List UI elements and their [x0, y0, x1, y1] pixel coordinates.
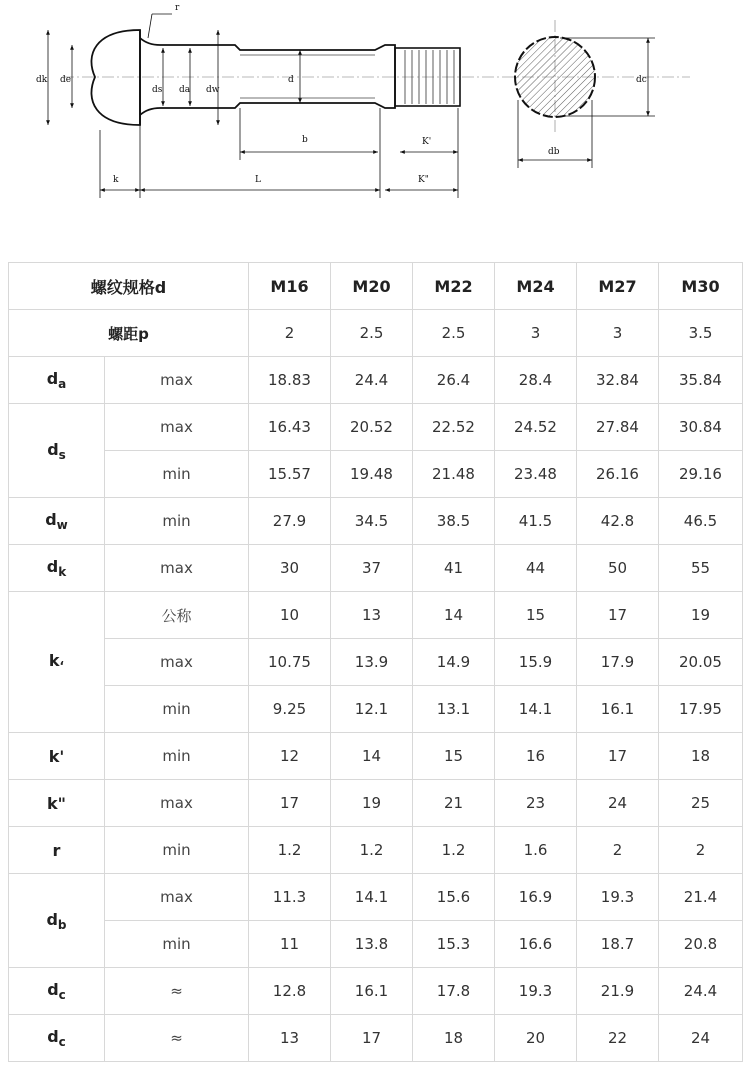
- table-row: [9, 592, 743, 639]
- qualifier: max: [105, 545, 249, 592]
- table-row: [9, 686, 743, 733]
- size-header: M30: [659, 263, 743, 310]
- value-cell: 1.2: [413, 827, 495, 874]
- value-cell: 17.8: [413, 968, 495, 1015]
- row-symbol: $d_s$: [9, 404, 105, 498]
- row-symbol: k": [9, 780, 105, 827]
- value-cell: 19: [331, 780, 413, 827]
- table-row: [9, 498, 743, 545]
- label-r: r: [175, 3, 180, 13]
- value-cell: 1.2: [249, 827, 331, 874]
- value-cell: 11.3: [249, 874, 331, 921]
- label-de: de: [60, 75, 72, 85]
- header-row: [9, 263, 743, 310]
- value-cell: 24.52: [495, 404, 577, 451]
- bolt-drawing: [0, 0, 750, 235]
- qualifier: min: [105, 733, 249, 780]
- value-cell: 21.48: [413, 451, 495, 498]
- qualifier: min: [105, 686, 249, 733]
- size-header: M20: [331, 263, 413, 310]
- qualifier: min: [105, 827, 249, 874]
- value-cell: 15.9: [495, 639, 577, 686]
- qualifier: min: [105, 498, 249, 545]
- qualifier: max: [105, 639, 249, 686]
- value-cell: 14.1: [495, 686, 577, 733]
- qualifier: ≈: [105, 1015, 249, 1062]
- value-cell: 21: [413, 780, 495, 827]
- label-L: L: [255, 175, 261, 185]
- value-cell: 2.5: [331, 310, 413, 357]
- value-cell: 17: [249, 780, 331, 827]
- value-cell: 16.9: [495, 874, 577, 921]
- qualifier: max: [105, 357, 249, 404]
- table-row: [9, 1015, 743, 1062]
- row-symbol: $d_w$: [9, 498, 105, 545]
- value-cell: 2: [659, 827, 743, 874]
- value-cell: 30.84: [659, 404, 743, 451]
- value-cell: 18: [413, 1015, 495, 1062]
- value-cell: 11: [249, 921, 331, 968]
- label-k1: K': [422, 137, 432, 147]
- value-cell: 1.2: [331, 827, 413, 874]
- value-cell: 24: [577, 780, 659, 827]
- section-view: [515, 37, 595, 117]
- qualifier: 公称: [105, 592, 249, 639]
- size-header: M27: [577, 263, 659, 310]
- label-k: k: [113, 175, 119, 185]
- value-cell: 12: [249, 733, 331, 780]
- value-cell: 30: [249, 545, 331, 592]
- value-cell: 37: [331, 545, 413, 592]
- value-cell: 16.6: [495, 921, 577, 968]
- value-cell: 12.8: [249, 968, 331, 1015]
- value-cell: 18: [659, 733, 743, 780]
- value-cell: 19.3: [577, 874, 659, 921]
- value-cell: 20.05: [659, 639, 743, 686]
- value-cell: 26.4: [413, 357, 495, 404]
- label-dk: dk: [36, 75, 48, 85]
- qualifier: max: [105, 780, 249, 827]
- value-cell: 20: [495, 1015, 577, 1062]
- value-cell: 38.5: [413, 498, 495, 545]
- bolt-shank: [140, 38, 395, 115]
- qualifier: ≈: [105, 968, 249, 1015]
- value-cell: 16.43: [249, 404, 331, 451]
- value-cell: 41.5: [495, 498, 577, 545]
- value-cell: 23: [495, 780, 577, 827]
- spec-table: [8, 262, 743, 1062]
- value-cell: 1.6: [495, 827, 577, 874]
- row-symbol: $d_c$: [9, 968, 105, 1015]
- value-cell: 50: [577, 545, 659, 592]
- spec-label: 螺纹规格d: [9, 263, 249, 310]
- value-cell: 3: [577, 310, 659, 357]
- value-cell: 15: [495, 592, 577, 639]
- table-row: [9, 545, 743, 592]
- row-symbol: k': [9, 733, 105, 780]
- label-dc: dc: [636, 75, 647, 85]
- value-cell: 9.25: [249, 686, 331, 733]
- value-cell: 15.3: [413, 921, 495, 968]
- qualifier: max: [105, 404, 249, 451]
- value-cell: 21.4: [659, 874, 743, 921]
- value-cell: 29.16: [659, 451, 743, 498]
- row-symbol: $d_a$: [9, 357, 105, 404]
- value-cell: 17.9: [577, 639, 659, 686]
- label-da: da: [179, 85, 191, 95]
- row-symbol: $d_k$: [9, 545, 105, 592]
- row-symbol: $d_c$: [9, 1015, 105, 1062]
- qualifier: min: [105, 921, 249, 968]
- table-row: [9, 780, 743, 827]
- table-row: [9, 639, 743, 686]
- value-cell: 14: [331, 733, 413, 780]
- value-cell: 34.5: [331, 498, 413, 545]
- label-k2: K": [418, 175, 429, 185]
- value-cell: 12.1: [331, 686, 413, 733]
- value-cell: 24: [659, 1015, 743, 1062]
- value-cell: 55: [659, 545, 743, 592]
- table-row: [9, 827, 743, 874]
- value-cell: 44: [495, 545, 577, 592]
- value-cell: 35.84: [659, 357, 743, 404]
- value-cell: 17: [577, 592, 659, 639]
- value-cell: 32.84: [577, 357, 659, 404]
- value-cell: 18.83: [249, 357, 331, 404]
- table-row: [9, 968, 743, 1015]
- value-cell: 16.1: [577, 686, 659, 733]
- value-cell: 24.4: [331, 357, 413, 404]
- value-cell: 28.4: [495, 357, 577, 404]
- value-cell: 17.95: [659, 686, 743, 733]
- value-cell: 15.57: [249, 451, 331, 498]
- value-cell: 13.9: [331, 639, 413, 686]
- table-row: [9, 451, 743, 498]
- value-cell: 13.1: [413, 686, 495, 733]
- value-cell: 19: [659, 592, 743, 639]
- qualifier: max: [105, 874, 249, 921]
- value-cell: 19.48: [331, 451, 413, 498]
- value-cell: 21.9: [577, 968, 659, 1015]
- value-cell: 15: [413, 733, 495, 780]
- value-cell: 3.5: [659, 310, 743, 357]
- value-cell: 20.52: [331, 404, 413, 451]
- value-cell: 41: [413, 545, 495, 592]
- table-row: [9, 310, 743, 357]
- value-cell: 17: [331, 1015, 413, 1062]
- value-cell: 16.1: [331, 968, 413, 1015]
- value-cell: 2: [577, 827, 659, 874]
- value-cell: 14.1: [331, 874, 413, 921]
- table-row: [9, 921, 743, 968]
- pitch-label: 螺距p: [9, 310, 249, 357]
- row-symbol: r: [9, 827, 105, 874]
- table-row: [9, 733, 743, 780]
- label-b: b: [302, 135, 308, 145]
- value-cell: 10.75: [249, 639, 331, 686]
- value-cell: 27.84: [577, 404, 659, 451]
- value-cell: 16: [495, 733, 577, 780]
- value-cell: 2.5: [413, 310, 495, 357]
- value-cell: 22: [577, 1015, 659, 1062]
- value-cell: 3: [495, 310, 577, 357]
- value-cell: 26.16: [577, 451, 659, 498]
- value-cell: 25: [659, 780, 743, 827]
- value-cell: 27.9: [249, 498, 331, 545]
- size-header: M24: [495, 263, 577, 310]
- value-cell: 14.9: [413, 639, 495, 686]
- value-cell: 24.4: [659, 968, 743, 1015]
- value-cell: 13: [249, 1015, 331, 1062]
- value-cell: 20.8: [659, 921, 743, 968]
- value-cell: 23.48: [495, 451, 577, 498]
- value-cell: 2: [249, 310, 331, 357]
- value-cell: 13.8: [331, 921, 413, 968]
- value-cell: 42.8: [577, 498, 659, 545]
- value-cell: 15.6: [413, 874, 495, 921]
- row-symbol: $d_b$: [9, 874, 105, 968]
- label-db: db: [548, 147, 560, 157]
- value-cell: 14: [413, 592, 495, 639]
- label-ds: ds: [152, 85, 163, 95]
- label-dw: dw: [206, 85, 220, 95]
- qualifier: min: [105, 451, 249, 498]
- size-header: M16: [249, 263, 331, 310]
- table-row: [9, 357, 743, 404]
- row-symbol: $k_‘$: [9, 592, 105, 733]
- table-row: [9, 404, 743, 451]
- value-cell: 19.3: [495, 968, 577, 1015]
- value-cell: 17: [577, 733, 659, 780]
- value-cell: 13: [331, 592, 413, 639]
- value-cell: 22.52: [413, 404, 495, 451]
- size-header: M22: [413, 263, 495, 310]
- table-row: [9, 874, 743, 921]
- value-cell: 10: [249, 592, 331, 639]
- value-cell: 18.7: [577, 921, 659, 968]
- value-cell: 46.5: [659, 498, 743, 545]
- label-d: d: [288, 75, 294, 85]
- bolt-head: [91, 30, 140, 125]
